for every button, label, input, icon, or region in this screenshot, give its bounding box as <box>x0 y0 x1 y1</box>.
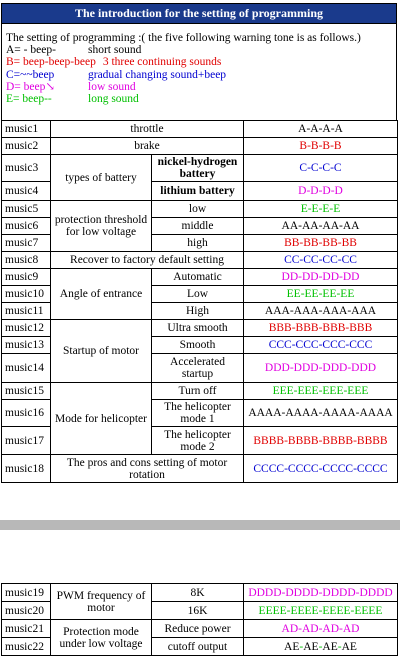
table-row <box>2 121 398 138</box>
function-name: protection threshold for low voltage <box>51 201 152 252</box>
option-label: Low <box>152 286 244 303</box>
tone-code: EEE-EEE-EEE-EEE <box>244 383 398 400</box>
option-label: low <box>152 201 244 218</box>
tone-code: AAAA-AAAA-AAAA-AAAA <box>244 400 398 427</box>
programming-table-continued <box>1 583 398 656</box>
option-label: The helicopter mode 1 <box>152 400 244 427</box>
option-label: Smooth <box>152 337 244 354</box>
legend-row-e <box>6 93 392 105</box>
option-label: nickel-hydrogen battery <box>152 155 244 182</box>
music-number: music8 <box>2 252 51 269</box>
function-name: Mode for helicopter <box>51 383 152 455</box>
legend-row-d <box>6 81 392 93</box>
code-part: - <box>337 640 342 653</box>
tone-code: AAA-AAA-AAA-AAA <box>244 303 398 320</box>
table-row <box>2 383 398 400</box>
music-number: music11 <box>2 303 51 320</box>
function-name: types of battery <box>51 155 152 201</box>
code-part: AE <box>322 640 338 653</box>
warning-tone-legend <box>1 24 397 120</box>
function-name: throttle <box>51 121 244 138</box>
function-name: PWM frequency of motor <box>51 584 152 620</box>
code-part: - <box>318 640 323 653</box>
option-label: 16K <box>152 602 244 620</box>
table-row <box>2 138 398 155</box>
legend-description: 3 three continuing sounds <box>102 56 222 69</box>
tone-code: DDD-DDD-DDD-DDD <box>244 354 398 383</box>
music-number: music16 <box>2 400 51 427</box>
music-number: music4 <box>2 182 51 201</box>
function-name: brake <box>51 138 244 155</box>
tone-code: EEEE-EEEE-EEEE-EEEE <box>244 602 398 620</box>
programming-table <box>1 120 398 483</box>
table-row <box>2 201 398 218</box>
code-part: AE <box>341 640 357 653</box>
page-separator <box>0 520 400 530</box>
option-label: Reduce power <box>152 620 244 638</box>
tone-code: A-A-A-A <box>244 121 398 138</box>
legend-description: gradual changing sound+beep <box>88 68 227 81</box>
music-number: music9 <box>2 269 51 286</box>
option-label: 8K <box>152 584 244 602</box>
option-label: middle <box>152 218 244 235</box>
table-row <box>2 252 398 269</box>
music-number: music22 <box>2 638 51 656</box>
tone-code: AA-AA-AA-AA <box>244 218 398 235</box>
legend-symbol: E= beep-- <box>6 93 52 106</box>
music-number: music21 <box>2 620 51 638</box>
table-row <box>2 269 398 286</box>
option-label: lithium battery <box>152 182 244 201</box>
code-part: AE <box>303 640 319 653</box>
music-number: music12 <box>2 320 51 337</box>
music-number: music6 <box>2 218 51 235</box>
tone-code: BBBB-BBBB-BBBB-BBBB <box>244 427 398 455</box>
table-row <box>2 155 398 182</box>
tone-code: EE-EE-EE-EE <box>244 286 398 303</box>
legend-symbol: A= - beep- <box>6 44 56 57</box>
option-label: The helicopter mode 2 <box>152 427 244 455</box>
intro-text: The setting of programming :( the five following warning tone is as follows.) <box>6 32 361 44</box>
table-row <box>2 584 398 602</box>
tone-code <box>244 638 398 656</box>
music-number: music5 <box>2 201 51 218</box>
tone-code: C-C-C-C <box>244 155 398 182</box>
tone-code: AD-AD-AD-AD <box>244 620 398 638</box>
option-label: Ultra smooth <box>152 320 244 337</box>
legend-description: low sound <box>88 80 136 93</box>
music-number: music10 <box>2 286 51 303</box>
function-name: The pros and cons setting of motor rotation <box>51 455 244 483</box>
legend-description: short sound <box>88 44 142 57</box>
music-number: music15 <box>2 383 51 400</box>
legend-description: long sound <box>88 93 139 106</box>
code-part: AE <box>284 640 300 653</box>
music-number: music1 <box>2 121 51 138</box>
music-number: music14 <box>2 354 51 383</box>
music-number: music7 <box>2 235 51 252</box>
table-row <box>2 455 398 483</box>
option-label: Turn off <box>152 383 244 400</box>
option-label: Accelerated startup <box>152 354 244 383</box>
tone-code: B-B-B-B <box>244 138 398 155</box>
music-number: music18 <box>2 455 51 483</box>
table-row <box>2 320 398 337</box>
legend-row-c <box>6 69 392 81</box>
music-number: music17 <box>2 427 51 455</box>
option-label: High <box>152 303 244 320</box>
option-label: Automatic <box>152 269 244 286</box>
tone-code: E-E-E-E <box>244 201 398 218</box>
legend-symbol: C=~~beep <box>6 68 55 81</box>
tone-code: BB-BB-BB-BB <box>244 235 398 252</box>
tone-code: CC-CC-CC-CC <box>244 252 398 269</box>
option-label: cutoff output <box>152 638 244 656</box>
legend-row-a <box>6 44 392 56</box>
music-number: music2 <box>2 138 51 155</box>
legend-row-b <box>6 56 392 68</box>
function-name: Angle of entrance <box>51 269 152 320</box>
tone-code: CCCC-CCCC-CCCC-CCCC <box>244 455 398 483</box>
legend-symbol: D= beep↘ <box>6 80 56 93</box>
music-number: music19 <box>2 584 51 602</box>
function-name: Startup of motor <box>51 320 152 383</box>
function-name: Recover to factory default setting <box>51 252 244 269</box>
table-row <box>2 620 398 638</box>
page-title: The introduction for the setting of programming <box>1 3 397 24</box>
tone-code: CCC-CCC-CCC-CCC <box>244 337 398 354</box>
tone-code: DDDD-DDDD-DDDD-DDDD <box>244 584 398 602</box>
music-number: music20 <box>2 602 51 620</box>
music-number: music13 <box>2 337 51 354</box>
code-part: - <box>299 640 304 653</box>
function-name: Protection mode under low voltage <box>51 620 152 656</box>
tone-code: DD-DD-DD-DD <box>244 269 398 286</box>
tone-code: D-D-D-D <box>244 182 398 201</box>
tone-code: BBB-BBB-BBB-BBB <box>244 320 398 337</box>
legend-symbol: B= beep-beep-beep <box>6 56 96 69</box>
option-label: high <box>152 235 244 252</box>
music-number: music3 <box>2 155 51 182</box>
